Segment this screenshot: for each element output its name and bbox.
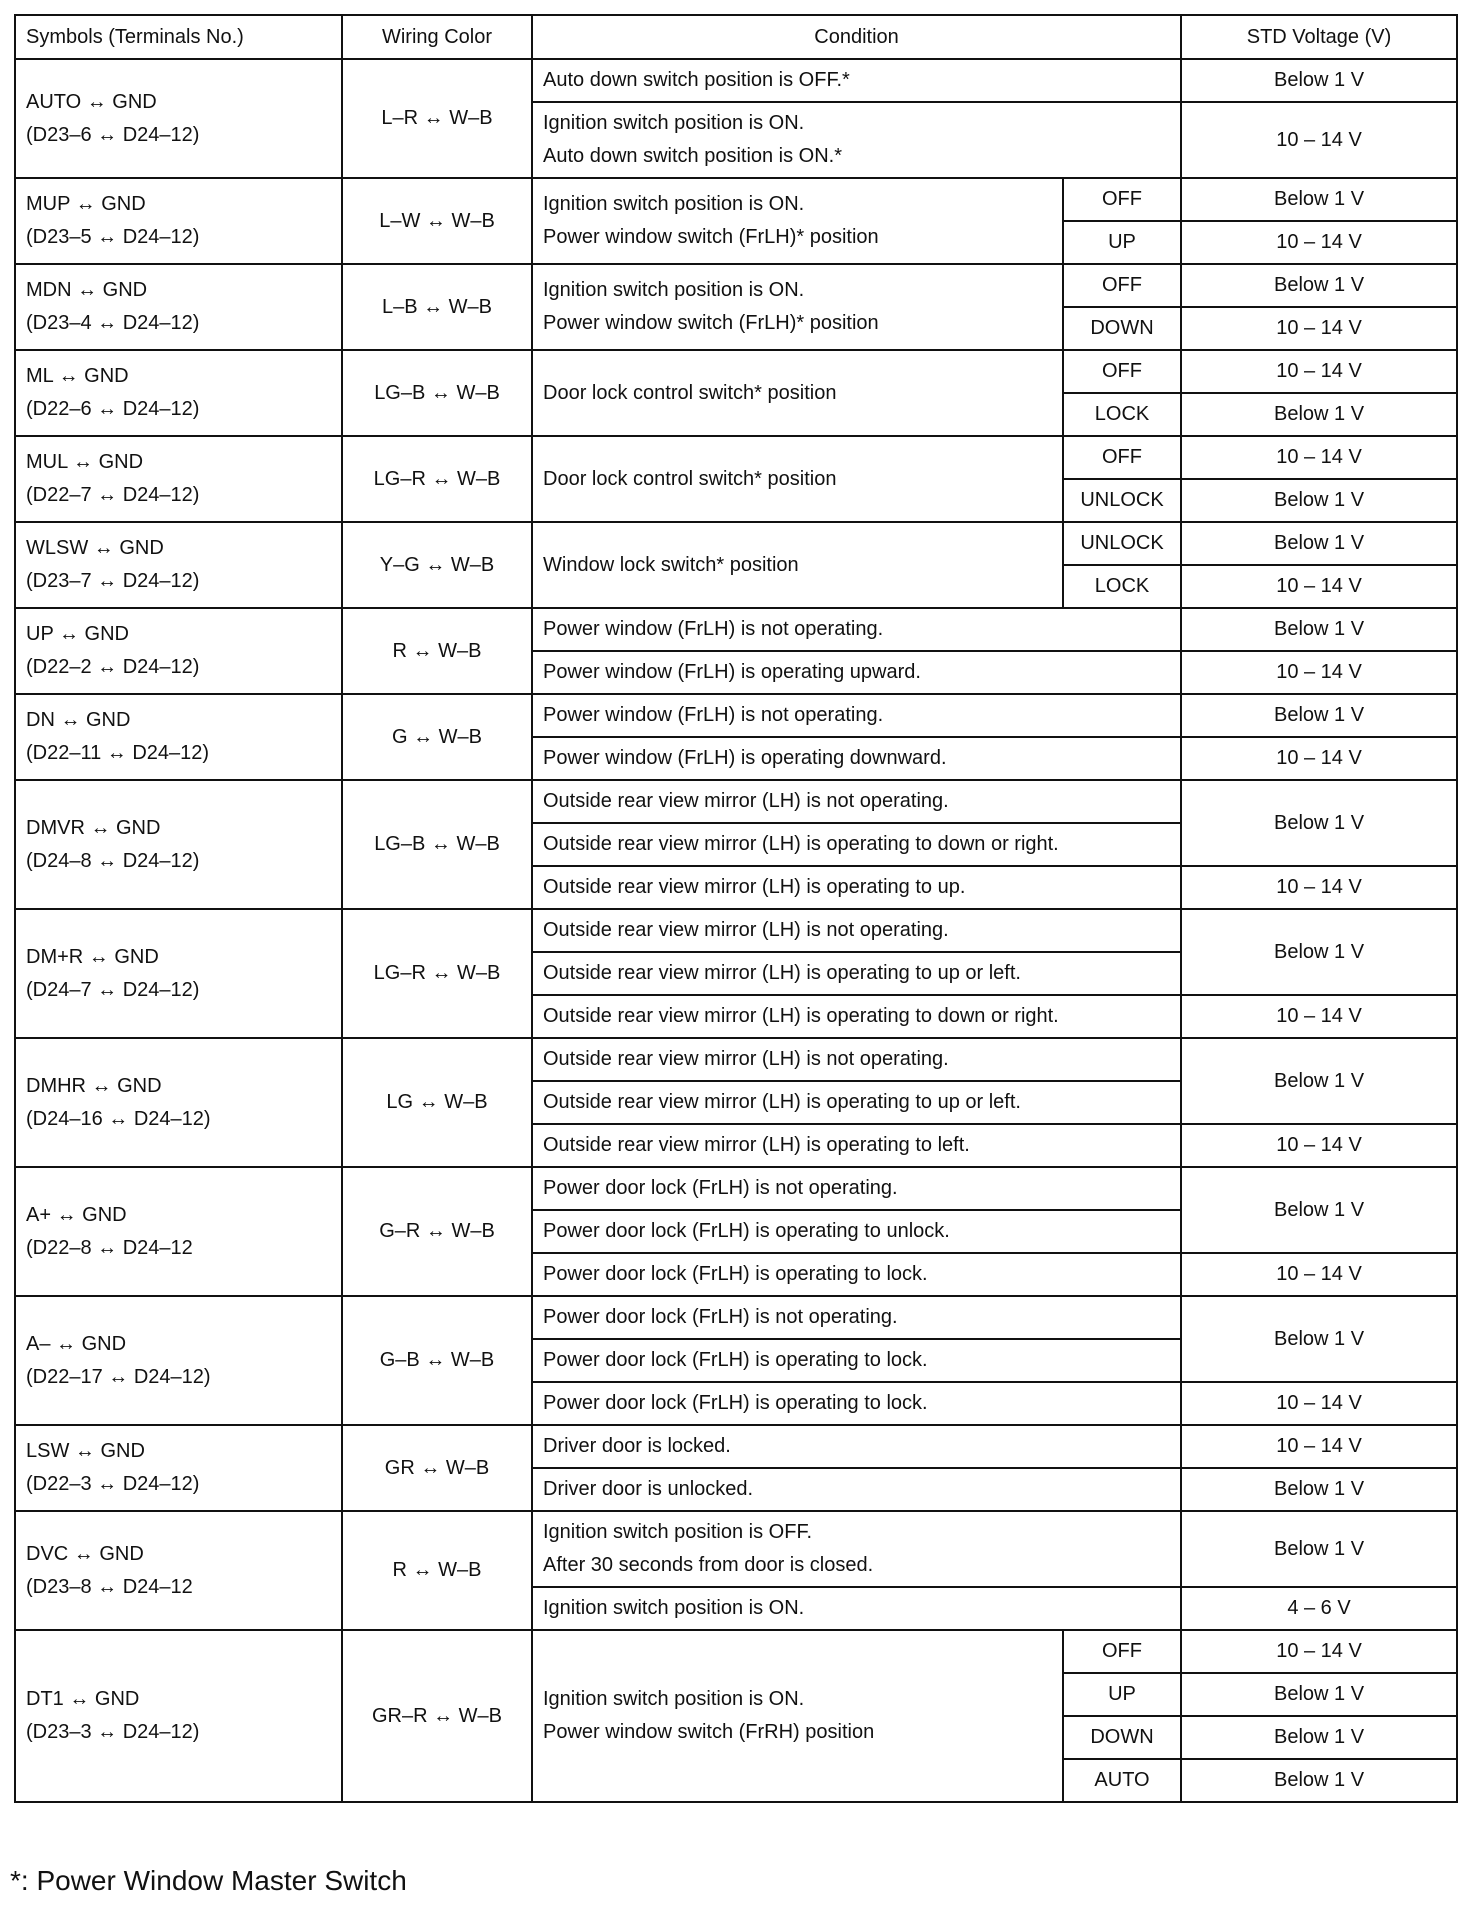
symbol-terminal-cell <box>15 694 342 780</box>
condition-cell-line: Ignition switch position is ON. <box>543 193 805 215</box>
table-row <box>15 178 1457 221</box>
condition-cell <box>532 737 1181 780</box>
condition-cell <box>532 1210 1181 1253</box>
terminal-voltage-table <box>14 14 1458 1803</box>
condition-cell <box>532 102 1181 178</box>
condition-cell-line: Power window switch (FrLH)* position <box>543 226 879 248</box>
symbol-name: ML ↔ GND <box>26 365 129 387</box>
std-voltage-cell: Below 1 V <box>1181 1296 1457 1382</box>
condition-cell <box>532 866 1181 909</box>
condition-cell-line: Driver door is unlocked. <box>543 1478 754 1500</box>
std-voltage-cell: Below 1 V <box>1181 1673 1457 1716</box>
std-voltage-cell: Below 1 V <box>1181 608 1457 651</box>
wiring-color-cell: R ↔ W–B <box>342 1511 532 1630</box>
wiring-color-cell: GR–R ↔ W–B <box>342 1630 532 1802</box>
std-voltage-cell: Below 1 V <box>1181 1759 1457 1802</box>
symbol-name: WLSW ↔ GND <box>26 537 164 559</box>
condition-cell-line: Outside rear view mirror (LH) is not operating. <box>543 1048 949 1070</box>
std-voltage-cell: 10 – 14 V <box>1181 221 1457 264</box>
condition-cell <box>532 1511 1181 1587</box>
symbol-name: DMVR ↔ GND <box>26 816 161 839</box>
condition-cell <box>532 780 1181 823</box>
terminal-numbers: (D23–5 ↔ D24–12) <box>26 226 200 248</box>
condition-cell <box>532 522 1063 608</box>
condition-cell <box>532 1167 1181 1210</box>
std-voltage-cell: Below 1 V <box>1181 1511 1457 1587</box>
std-voltage-cell: 10 – 14 V <box>1181 350 1457 393</box>
condition-cell-line: Power window (FrLH) is operating upward. <box>543 661 921 683</box>
wiring-color-cell: LG–B ↔ W–B <box>342 780 532 909</box>
condition-cell <box>532 59 1181 102</box>
condition-cell-line: Outside rear view mirror (LH) is operating to up or left. <box>543 962 1021 984</box>
condition-cell-line: Ignition switch position is ON. <box>543 1597 805 1619</box>
condition-cell-line: Auto down switch position is ON.* <box>543 145 843 167</box>
footnote: *: Power Window Master Switch <box>10 1865 407 1896</box>
terminal-numbers: (D23–6 ↔ D24–12) <box>26 123 200 146</box>
condition-cell-line: Ignition switch position is ON. <box>543 112 805 134</box>
std-voltage-cell: 4 – 6 V <box>1181 1587 1457 1630</box>
condition-cell <box>532 1425 1181 1468</box>
wiring-color-cell: G–B ↔ W–B <box>342 1296 532 1425</box>
symbol-name: UP ↔ GND <box>26 623 129 645</box>
condition-cell <box>532 1587 1181 1630</box>
symbol-name: DM+R ↔ GND <box>26 945 159 968</box>
symbol-terminal-cell <box>15 178 342 264</box>
std-voltage-cell: Below 1 V <box>1181 1716 1457 1759</box>
table-row <box>15 608 1457 651</box>
condition-cell <box>532 694 1181 737</box>
condition-cell <box>532 1081 1181 1124</box>
terminal-numbers: (D23–3 ↔ D24–12) <box>26 1721 200 1743</box>
wiring-color-cell: GR ↔ W–B <box>342 1425 532 1511</box>
switch-position-cell: AUTO <box>1063 1759 1181 1802</box>
switch-position-cell: LOCK <box>1063 393 1181 436</box>
table-row <box>15 1167 1457 1210</box>
switch-position-cell: OFF <box>1063 350 1181 393</box>
wiring-color-cell: L–W ↔ W–B <box>342 178 532 264</box>
condition-cell-line: Power window (FrLH) is operating downward. <box>543 747 947 769</box>
std-voltage-cell: 10 – 14 V <box>1181 651 1457 694</box>
table-row <box>15 1296 1457 1339</box>
condition-cell <box>532 264 1063 350</box>
condition-cell <box>532 1382 1181 1425</box>
symbol-name: LSW ↔ GND <box>26 1440 145 1462</box>
condition-cell-line: After 30 seconds from door is closed. <box>543 1554 874 1576</box>
condition-cell <box>532 1038 1181 1081</box>
std-voltage-cell: 10 – 14 V <box>1181 102 1457 178</box>
terminal-numbers: (D22–2 ↔ D24–12) <box>26 656 200 678</box>
condition-cell-line: Ignition switch position is ON. <box>543 279 805 301</box>
std-voltage-cell: Below 1 V <box>1181 909 1457 995</box>
wiring-color-cell: R ↔ W–B <box>342 608 532 694</box>
std-voltage-cell: Below 1 V <box>1181 59 1457 102</box>
condition-cell-line: Power window (FrLH) is not operating. <box>543 618 884 640</box>
condition-cell <box>532 1253 1181 1296</box>
condition-cell <box>532 350 1063 436</box>
condition-cell-line: Outside rear view mirror (LH) is not operating. <box>543 790 949 812</box>
table-row <box>15 780 1457 823</box>
symbol-terminal-cell <box>15 1296 342 1425</box>
wiring-color-cell: LG ↔ W–B <box>342 1038 532 1167</box>
symbol-terminal-cell <box>15 522 342 608</box>
table-row <box>15 694 1457 737</box>
symbol-name: DMHR ↔ GND <box>26 1074 162 1097</box>
wiring-color-cell: G ↔ W–B <box>342 694 532 780</box>
switch-position-cell: OFF <box>1063 1630 1181 1673</box>
condition-cell-line: Outside rear view mirror (LH) is operating to up. <box>543 876 966 898</box>
std-voltage-cell: Below 1 V <box>1181 1468 1457 1511</box>
condition-cell <box>532 823 1181 866</box>
table-body <box>15 59 1457 1802</box>
table-row <box>15 522 1457 565</box>
condition-cell-line: Outside rear view mirror (LH) is operating to down or right. <box>543 833 1059 855</box>
condition-cell <box>532 995 1181 1038</box>
condition-cell <box>532 909 1181 952</box>
switch-position-cell: OFF <box>1063 264 1181 307</box>
std-voltage-cell: 10 – 14 V <box>1181 1382 1457 1425</box>
std-voltage-cell: Below 1 V <box>1181 694 1457 737</box>
std-voltage-cell: Below 1 V <box>1181 522 1457 565</box>
condition-cell-line: Door lock control switch* position <box>543 381 837 404</box>
terminal-numbers: (D24–8 ↔ D24–12) <box>26 849 200 872</box>
symbol-terminal-cell <box>15 1167 342 1296</box>
header-condition: Condition <box>532 15 1181 59</box>
table-row <box>15 1511 1457 1587</box>
table-row <box>15 59 1457 102</box>
condition-cell-line: Power door lock (FrLH) is not operating. <box>543 1306 898 1328</box>
symbol-name: DVC ↔ GND <box>26 1542 144 1565</box>
terminal-numbers: (D22–17 ↔ D24–12) <box>26 1365 211 1388</box>
table-row <box>15 1630 1457 1673</box>
wiring-color-cell: LG–R ↔ W–B <box>342 436 532 522</box>
std-voltage-cell: 10 – 14 V <box>1181 737 1457 780</box>
switch-position-cell: LOCK <box>1063 565 1181 608</box>
wiring-color-cell: G–R ↔ W–B <box>342 1167 532 1296</box>
condition-cell-line: Window lock switch* position <box>543 553 799 576</box>
symbol-name: A– ↔ GND <box>26 1332 127 1355</box>
switch-position-cell: DOWN <box>1063 307 1181 350</box>
std-voltage-cell: Below 1 V <box>1181 178 1457 221</box>
std-voltage-cell: 10 – 14 V <box>1181 1630 1457 1673</box>
condition-cell-line: Power door lock (FrLH) is operating to lock. <box>543 1392 928 1414</box>
wiring-color-cell: L–B ↔ W–B <box>342 264 532 350</box>
wiring-color-cell: Y–G ↔ W–B <box>342 522 532 608</box>
condition-cell-line: Power window switch (FrRH) position <box>543 1721 875 1743</box>
condition-cell-line: Ignition switch position is OFF. <box>543 1521 812 1543</box>
std-voltage-cell: 10 – 14 V <box>1181 565 1457 608</box>
symbol-terminal-cell <box>15 1511 342 1630</box>
std-voltage-cell: 10 – 14 V <box>1181 436 1457 479</box>
std-voltage-cell: 10 – 14 V <box>1181 995 1457 1038</box>
condition-cell <box>532 436 1063 522</box>
condition-cell-line: Auto down switch position is OFF.* <box>543 69 850 91</box>
voltage-table-container <box>14 14 1456 1803</box>
symbol-terminal-cell <box>15 1425 342 1511</box>
std-voltage-cell: 10 – 14 V <box>1181 866 1457 909</box>
header-wiring-color: Wiring Color <box>342 15 532 59</box>
symbol-name: MDN ↔ GND <box>26 279 148 301</box>
terminal-numbers: (D23–8 ↔ D24–12 <box>26 1575 193 1598</box>
switch-position-cell: UP <box>1063 1673 1181 1716</box>
condition-cell <box>532 1468 1181 1511</box>
std-voltage-cell: Below 1 V <box>1181 1167 1457 1253</box>
symbol-terminal-cell <box>15 350 342 436</box>
condition-cell <box>532 1124 1181 1167</box>
std-voltage-cell: Below 1 V <box>1181 780 1457 866</box>
std-voltage-cell: 10 – 14 V <box>1181 1124 1457 1167</box>
switch-position-cell: UNLOCK <box>1063 522 1181 565</box>
std-voltage-cell: Below 1 V <box>1181 393 1457 436</box>
condition-cell <box>532 608 1181 651</box>
condition-cell-line: Outside rear view mirror (LH) is operating to up or left. <box>543 1091 1021 1113</box>
condition-cell-line: Power door lock (FrLH) is operating to lock. <box>543 1263 928 1285</box>
condition-cell-line: Power window (FrLH) is not operating. <box>543 704 884 726</box>
table-row <box>15 350 1457 393</box>
condition-cell-line: Outside rear view mirror (LH) is not operating. <box>543 919 949 941</box>
std-voltage-cell: 10 – 14 V <box>1181 1425 1457 1468</box>
symbol-terminal-cell <box>15 436 342 522</box>
condition-cell-line: Power window switch (FrLH)* position <box>543 312 879 334</box>
symbol-name: DT1 ↔ GND <box>26 1688 140 1710</box>
table-row <box>15 436 1457 479</box>
condition-cell-line: Power door lock (FrLH) is not operating. <box>543 1177 898 1199</box>
symbol-terminal-cell <box>15 1038 342 1167</box>
terminal-numbers: (D23–7 ↔ D24–12) <box>26 570 200 592</box>
table-row <box>15 909 1457 952</box>
terminal-numbers: (D22–6 ↔ D24–12) <box>26 398 200 420</box>
std-voltage-cell: Below 1 V <box>1181 479 1457 522</box>
condition-cell-line: Driver door is locked. <box>543 1435 731 1457</box>
switch-position-cell: DOWN <box>1063 1716 1181 1759</box>
condition-cell-line: Power door lock (FrLH) is operating to lock. <box>543 1349 928 1371</box>
terminal-numbers: (D22–3 ↔ D24–12) <box>26 1473 200 1495</box>
switch-position-cell: OFF <box>1063 436 1181 479</box>
condition-cell <box>532 1339 1181 1382</box>
symbol-terminal-cell <box>15 59 342 178</box>
terminal-numbers: (D24–16 ↔ D24–12) <box>26 1107 211 1130</box>
symbol-terminal-cell <box>15 608 342 694</box>
condition-cell <box>532 651 1181 694</box>
condition-cell <box>532 952 1181 995</box>
table-row <box>15 1038 1457 1081</box>
symbol-terminal-cell <box>15 264 342 350</box>
switch-position-cell: UP <box>1063 221 1181 264</box>
table-row <box>15 264 1457 307</box>
wiring-color-cell: LG–B ↔ W–B <box>342 350 532 436</box>
symbol-terminal-cell <box>15 909 342 1038</box>
condition-cell-line: Ignition switch position is ON. <box>543 1688 805 1710</box>
condition-cell-line: Outside rear view mirror (LH) is operating to left. <box>543 1134 970 1156</box>
header-row <box>15 15 1457 59</box>
terminal-numbers: (D23–4 ↔ D24–12) <box>26 312 200 334</box>
condition-cell-line: Power door lock (FrLH) is operating to unlock. <box>543 1220 950 1242</box>
terminal-numbers: (D22–8 ↔ D24–12 <box>26 1236 193 1259</box>
switch-position-cell: OFF <box>1063 178 1181 221</box>
header-symbols: Symbols (Terminals No.) <box>15 15 342 59</box>
switch-position-cell: UNLOCK <box>1063 479 1181 522</box>
header-std-voltage: STD Voltage (V) <box>1181 15 1457 59</box>
std-voltage-cell: Below 1 V <box>1181 1038 1457 1124</box>
condition-cell <box>532 1296 1181 1339</box>
condition-cell <box>532 178 1063 264</box>
symbol-name: DN ↔ GND <box>26 709 131 731</box>
symbol-name: AUTO ↔ GND <box>26 90 157 113</box>
symbol-name: MUP ↔ GND <box>26 193 146 215</box>
condition-cell-line: Outside rear view mirror (LH) is operating to down or right. <box>543 1005 1059 1027</box>
terminal-numbers: (D24–7 ↔ D24–12) <box>26 978 200 1001</box>
condition-cell <box>532 1630 1063 1802</box>
wiring-color-cell: LG–R ↔ W–B <box>342 909 532 1038</box>
terminal-numbers: (D22–7 ↔ D24–12) <box>26 484 200 506</box>
symbol-terminal-cell <box>15 780 342 909</box>
wiring-color-cell: L–R ↔ W–B <box>342 59 532 178</box>
std-voltage-cell: 10 – 14 V <box>1181 1253 1457 1296</box>
table-row <box>15 1425 1457 1468</box>
symbol-name: MUL ↔ GND <box>26 451 144 473</box>
condition-cell-line: Door lock control switch* position <box>543 467 837 490</box>
symbol-terminal-cell <box>15 1630 342 1802</box>
symbol-name: A+ ↔ GND <box>26 1203 127 1226</box>
terminal-numbers: (D22–11 ↔ D24–12) <box>26 742 210 764</box>
std-voltage-cell: Below 1 V <box>1181 264 1457 307</box>
std-voltage-cell: 10 – 14 V <box>1181 307 1457 350</box>
